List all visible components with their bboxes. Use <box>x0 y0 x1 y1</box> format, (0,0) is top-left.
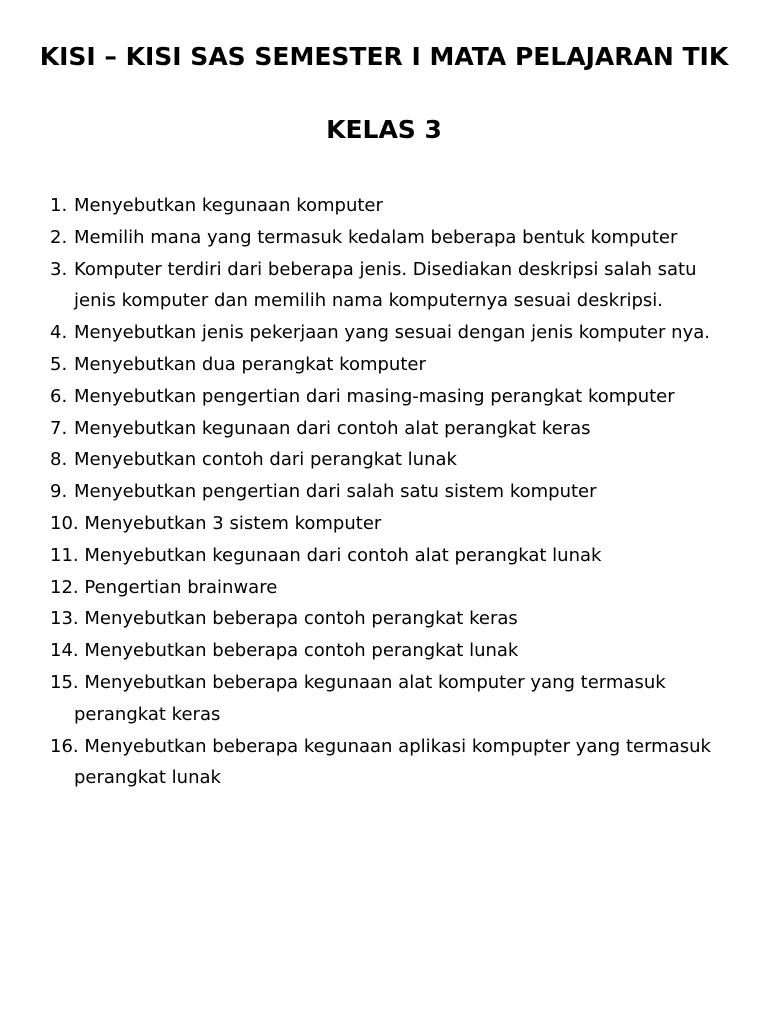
document-subtitle: KELAS 3 <box>326 115 442 144</box>
item-number: 10. <box>50 512 79 534</box>
list-item <box>50 349 740 381</box>
list-item <box>50 254 740 318</box>
item-text: Menyebutkan jenis pekerjaan yang sesuai dengan jenis komputer nya. <box>74 322 710 344</box>
item-text: Menyebutkan dua perangkat komputer <box>74 353 426 375</box>
item-number: 7. <box>50 417 68 439</box>
list-item <box>50 731 740 795</box>
list-item <box>50 667 740 731</box>
item-number: 11. <box>50 544 79 566</box>
list-item <box>50 508 740 540</box>
item-text: Menyebutkan kegunaan komputer <box>74 195 383 216</box>
item-text: Pengertian brainware <box>84 576 278 598</box>
item-number: 3. <box>50 258 68 280</box>
item-number: 4. <box>50 322 68 344</box>
item-number: 15. <box>50 671 79 693</box>
document-title: KISI – KISI SAS SEMESTER I MATA PELAJARAN TIK <box>39 42 729 71</box>
list-item <box>50 603 740 635</box>
item-number: 9. <box>50 481 68 503</box>
list-item <box>50 413 740 445</box>
item-number: 16. <box>50 735 79 757</box>
item-text: Menyebutkan pengertian dari salah satu sistem komputer <box>74 481 597 503</box>
item-text: Menyebutkan beberapa kegunaan alat komputer yang termasuk perangkat keras <box>74 671 666 725</box>
item-number: 14. <box>50 640 79 662</box>
item-text: Menyebutkan pengertian dari masing-masing perangkat komputer <box>74 385 675 407</box>
list-item <box>50 476 740 508</box>
item-number: 12. <box>50 576 79 598</box>
list-item <box>50 444 740 476</box>
list-item <box>50 222 740 254</box>
item-text: Memilih mana yang termasuk kedalam beberapa bentuk komputer <box>74 226 678 248</box>
item-number: 1. <box>50 195 68 216</box>
item-text: Menyebutkan beberapa contoh perangkat keras <box>84 608 518 630</box>
list-item <box>50 381 740 413</box>
list-item <box>50 572 740 604</box>
list-item <box>50 317 740 349</box>
item-text: Komputer terdiri dari beberapa jenis. Disediakan deskripsi salah satu jenis komputer dan memilih nama komputernya sesuai deskripsi. <box>74 258 697 312</box>
item-number: 8. <box>50 449 68 471</box>
item-text: Menyebutkan beberapa kegunaan aplikasi kompupter yang termasuk perangkat lunak <box>74 735 711 789</box>
item-number: 2. <box>50 226 68 248</box>
item-number: 13. <box>50 608 79 630</box>
list-item <box>50 635 740 667</box>
item-number: 5. <box>50 353 68 375</box>
item-text: Menyebutkan 3 sistem komputer <box>84 512 382 534</box>
list-item <box>50 190 740 222</box>
item-text: Menyebutkan kegunaan dari contoh alat perangkat keras <box>74 417 591 439</box>
item-text: Menyebutkan beberapa contoh perangkat lunak <box>84 640 519 662</box>
criteria-list <box>50 190 740 794</box>
item-number: 6. <box>50 385 68 407</box>
item-text: Menyebutkan kegunaan dari contoh alat perangkat lunak <box>84 544 602 566</box>
item-text: Menyebutkan contoh dari perangkat lunak <box>74 449 457 471</box>
list-item <box>50 540 740 572</box>
